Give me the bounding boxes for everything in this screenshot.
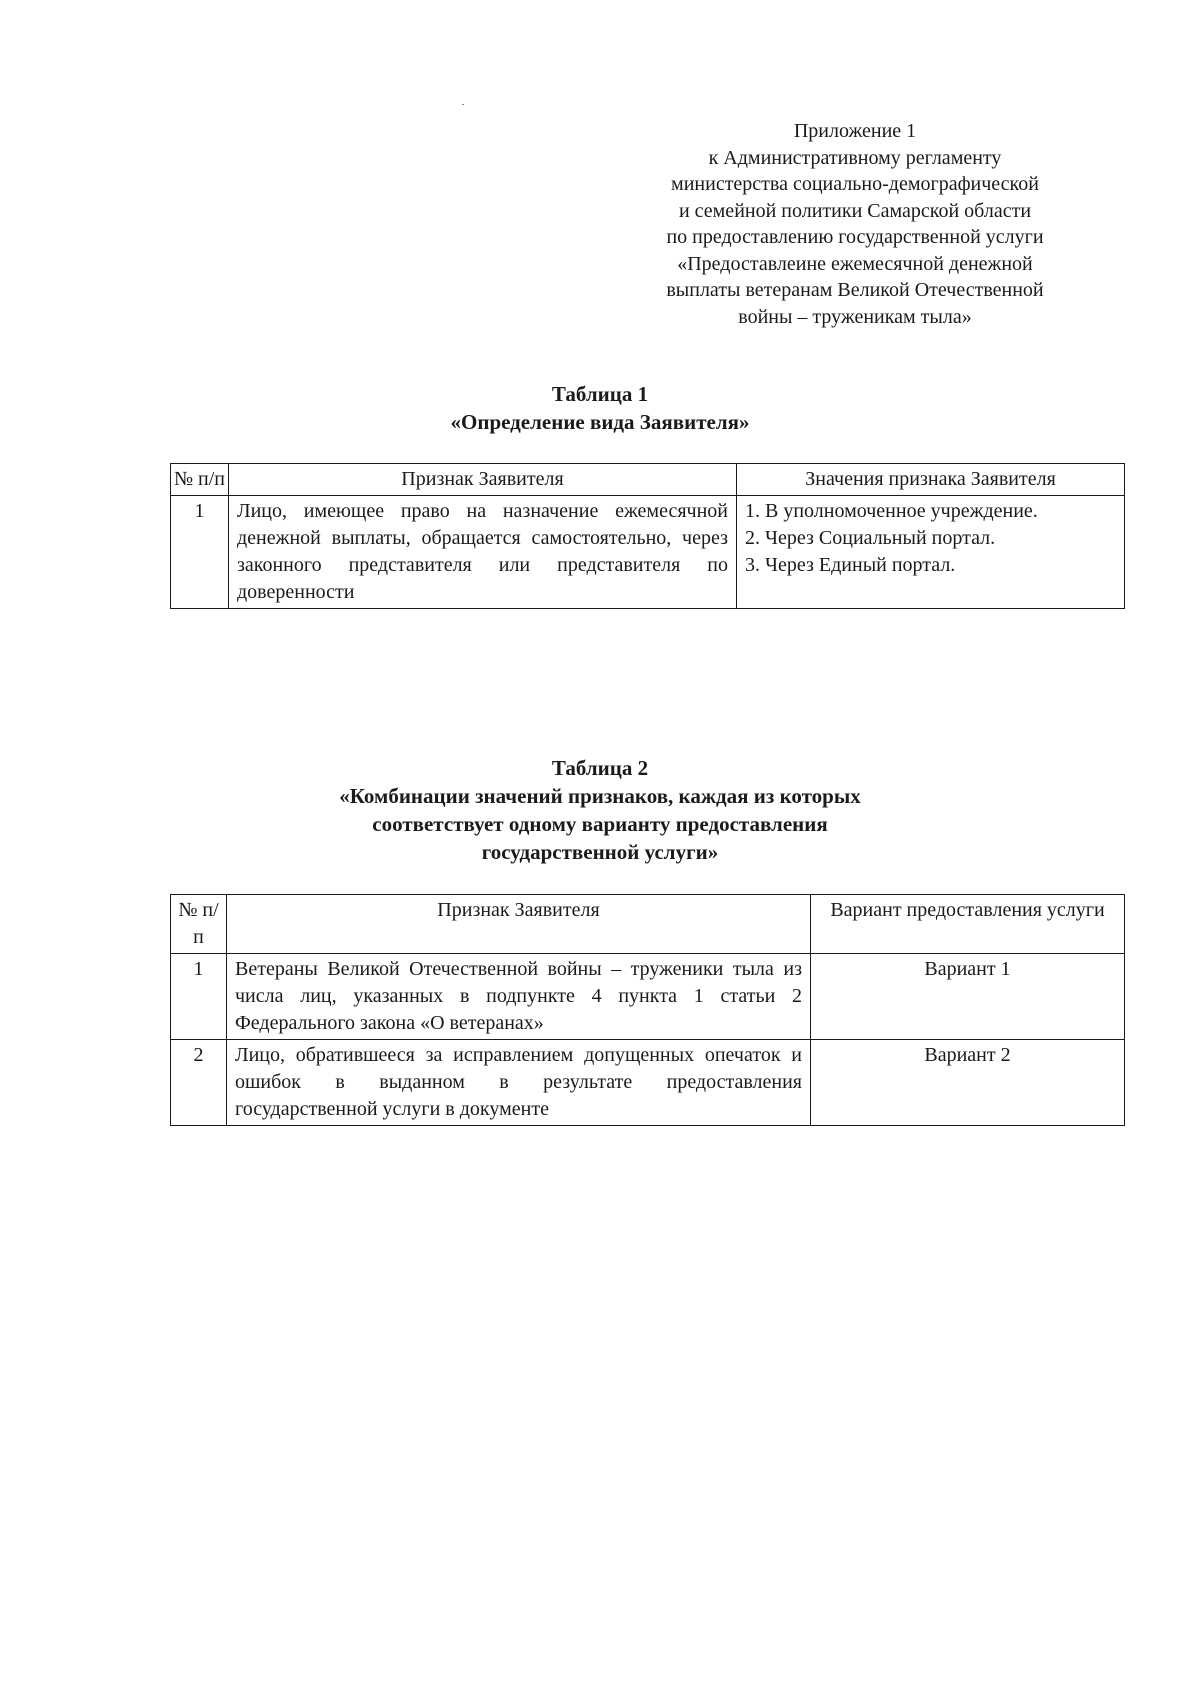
header-variant: Вариант предоставления услуги [811,895,1125,954]
row-feature: Лицо, имеющее право на назначение ежемесячной денежной выплаты, обращается самостоятельно, через законного представителя или представителя по доверенности [229,496,737,609]
appendix-line: «Предоставлеине ежемесячной денежной [677,252,1033,275]
header-feature: Признак Заявителя [229,464,737,496]
scan-speck [462,104,464,105]
table2-caption [0,754,1200,866]
header-num: № п/п [171,464,229,496]
row-variant: Вариант 1 [811,954,1125,1040]
table-row [171,496,1125,609]
appendix-line: к Административному регламенту [708,146,1002,169]
table2-title-line: Таблица 2 [551,756,649,780]
row-num: 1 [171,496,229,609]
table1-subtitle: «Определение вида Заявителя» [450,410,750,434]
row-num: 1 [171,954,227,1040]
appendix-line: войны – труженикам тыла» [738,305,972,328]
table-row [171,954,1125,1040]
table1-caption [0,380,1200,436]
row-variant: Вариант 2 [811,1040,1125,1126]
table2 [170,894,1125,1126]
header-num: № п/п [171,895,227,954]
table-header-row [171,895,1125,954]
header-values: Значения признака Заявителя [737,464,1125,496]
value-item: 1. В уполномоченное учреждение. [745,500,1038,522]
appendix-line: министерства социально-демографической [671,173,1039,195]
table-header-row [171,464,1125,496]
appendix-line: и семейной политики Самарской области [678,199,1032,222]
table2-title-line: государственной услуги» [481,840,719,864]
value-item: 3. Через Единый портал. [745,554,956,576]
table1 [170,463,1125,609]
appendix-header [600,118,1110,330]
row-values [737,496,1125,609]
table2-title-line: «Комбинации значений признаков, каждая из которых [339,784,861,808]
table1-title: Таблица 1 [551,382,649,406]
appendix-line: выплаты ветеранам Великой Отечественной [666,279,1044,301]
header-feature: Признак Заявителя [227,895,811,954]
value-item: 2. Через Социальный портал. [745,527,996,549]
row-num: 2 [171,1040,227,1126]
row-feature: Лицо, обратившееся за исправлением допущенных опечаток и ошибок в выданном в результате предоставления государственной услуги в документе [227,1040,811,1126]
row-feature: Ветераны Великой Отечественной войны – труженики тыла из числа лиц, указанных в подпункте 4 пункта 1 статьи 2 Федерального закона «О ветеранах» [227,954,811,1040]
appendix-line: по предоставлению государственной услуги [666,226,1044,248]
appendix-line: Приложение 1 [793,120,917,142]
table-row [171,1040,1125,1126]
table2-title-line: соответствует одному варианту предоставления [372,812,828,836]
